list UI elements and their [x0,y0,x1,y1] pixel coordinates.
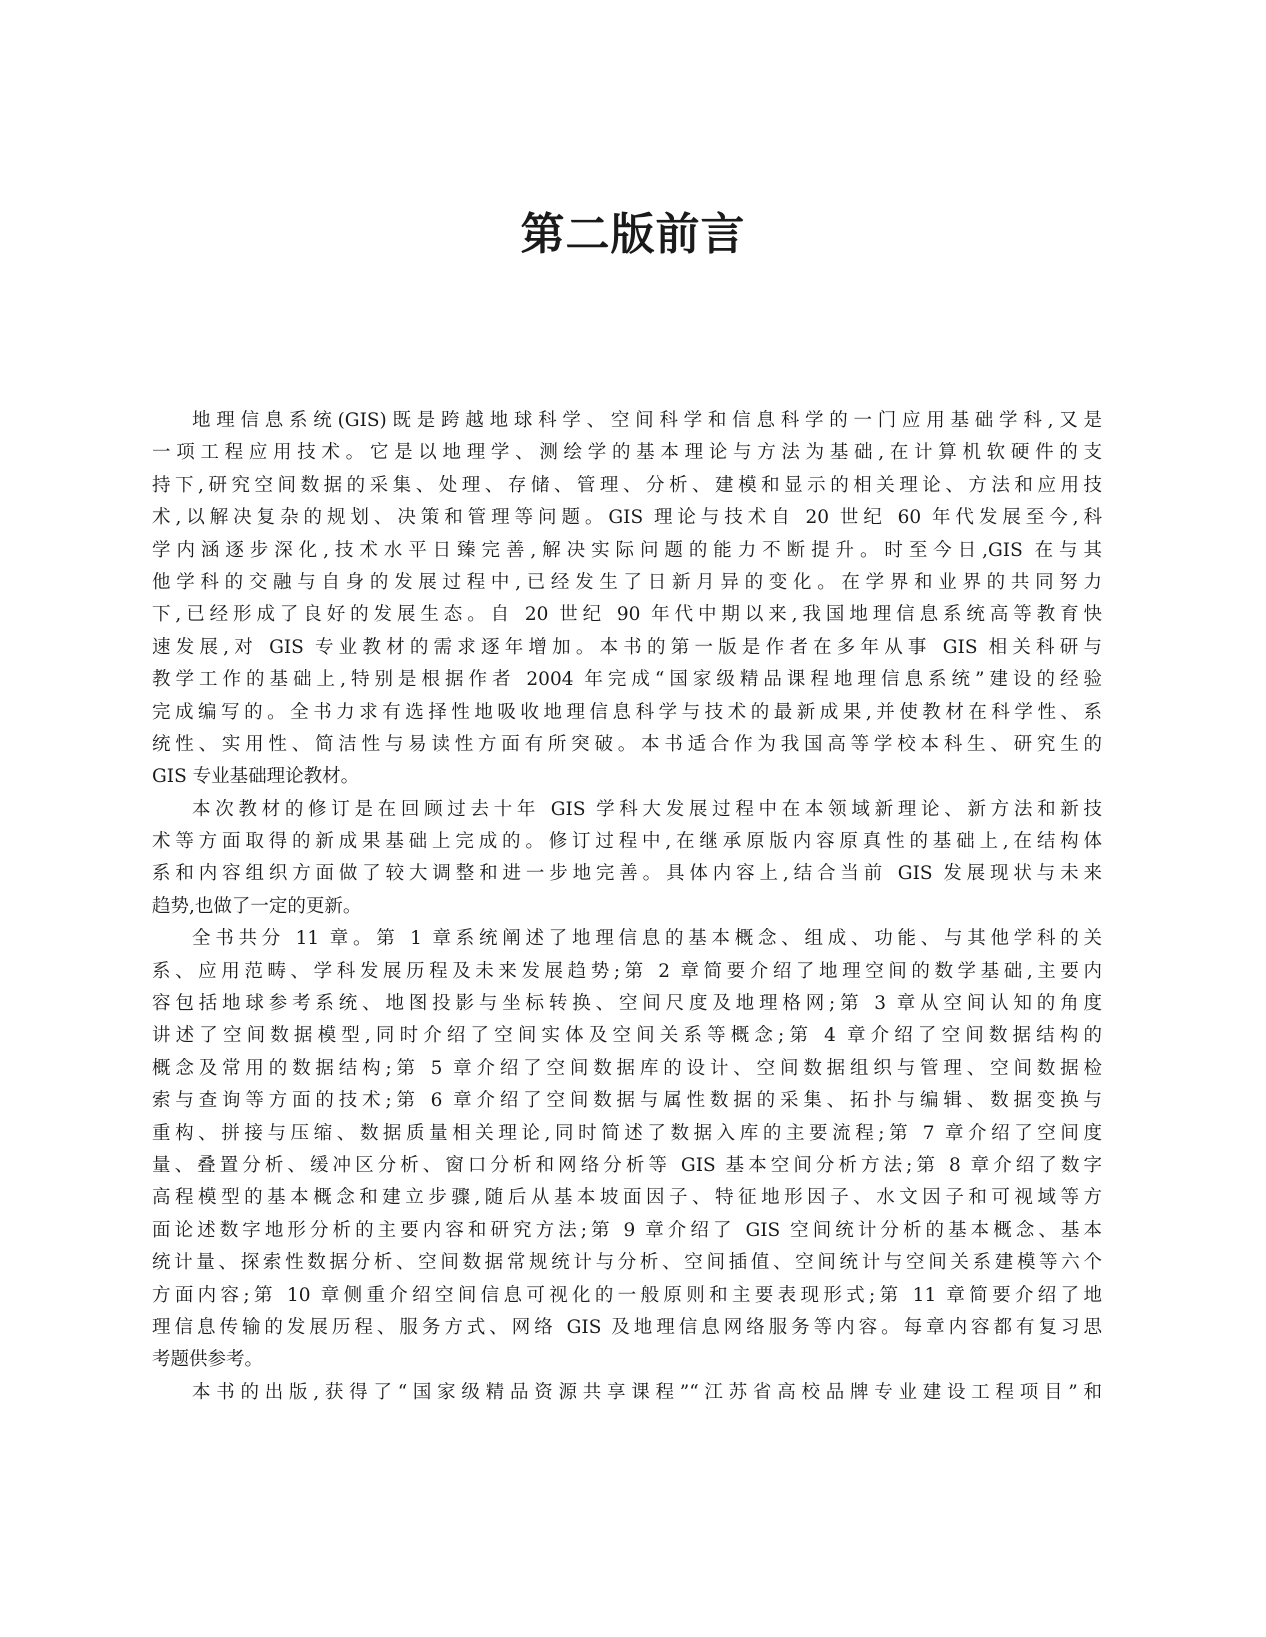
paragraph-chapters [152,923,1102,1376]
paragraph-acknowledgement [152,1377,1102,1409]
text-line: 系和内容组织方面做了较大调整和进一步地完善。具体内容上,结合当前 GIS 发展现状与未来 [152,863,1102,885]
text-line: 地理信息系统(GIS)既是跨越地球科学、空间科学和信息科学的一门应用基础学科,又是 [192,410,1102,431]
text-line: 量、叠置分析、缓冲区分析、窗口分析和网络分析等 GIS 基本空间分析方法;第 8 章介绍了数字 [152,1154,1102,1176]
preface-body [152,405,1102,1409]
text-line: 完成编写的。全书力求有选择性地吸收地理信息科学与技术的最新成果,并使教材在科学性、系 [152,701,1102,723]
text-line: 趋势,也做了一定的更新。 [152,895,362,917]
text-line: 他学科的交融与自身的发展过程中,已经发生了日新月异的变化。在学界和业界的共同努力 [152,571,1102,593]
text-line: 本书的出版,获得了“国家级精品资源共享课程”“江苏省高校品牌专业建设工程项目”和 [192,1381,1102,1403]
text-line: 考题供参考。 [152,1349,264,1371]
text-line: 术等方面取得的新成果基础上完成的。修订过程中,在继承原版内容原真性的基础上,在结构体 [152,831,1102,853]
text-line: 一项工程应用技术。它是以地理学、测绘学的基本理论与方法为基础,在计算机软硬件的支 [152,442,1102,464]
paragraph-revision [152,794,1102,924]
text-line: 容包括地球参考系统、地图投影与坐标转换、空间尺度及地理格网;第 3 章从空间认知的角度 [152,993,1102,1015]
text-line: 下,已经形成了良好的发展生态。自 20 世纪 90 年代中期以来,我国地理信息系统高等教育快 [152,604,1102,626]
text-line: 索与查询等方面的技术;第 6 章介绍了空间数据与属性数据的采集、拓扑与编辑、数据变换与 [152,1090,1102,1112]
text-line: 持下,研究空间数据的采集、处理、存储、管理、分析、建模和显示的相关理论、方法和应用技 [152,474,1102,496]
text-line: 统性、实用性、简洁性与易读性方面有所突破。本书适合作为我国高等学校本科生、研究生的 [152,733,1102,755]
text-line: 本次教材的修订是在回顾过去十年 GIS 学科大发展过程中在本领域新理论、新方法和新技 [192,798,1102,820]
text-line: 面论述数字地形分析的主要内容和研究方法;第 9 章介绍了 GIS 空间统计分析的基本概念、基本 [152,1219,1102,1241]
text-line: 讲述了空间数据模型,同时介绍了空间实体及空间关系等概念;第 4 章介绍了空间数据结构的 [152,1025,1102,1047]
text-line: 重构、拼接与压缩、数据质量相关理论,同时简述了数据入库的主要流程;第 7 章介绍了空间度 [152,1122,1102,1144]
page-title: 第二版前言 [520,209,746,260]
text-line: 概念及常用的数据结构;第 5 章介绍了空间数据库的设计、空间数据组织与管理、空间数据检 [152,1057,1102,1079]
text-line: 学内涵逐步深化,技术水平日臻完善,解决实际问题的能力不断提升。时至今日,GIS 在与其 [152,539,1102,561]
text-line: GIS 专业基础理论教材。 [152,766,360,788]
text-line: 高程模型的基本概念和建立步骤,随后从基本坡面因子、特征地形因子、水文因子和可视域等方 [152,1187,1102,1209]
text-line: 速发展,对 GIS 专业教材的需求逐年增加。本书的第一版是作者在多年从事 GIS 相关科研与 [152,636,1102,658]
text-line: 方面内容;第 10 章侧重介绍空间信息可视化的一般原则和主要表现形式;第 11 章简要介绍了地 [152,1284,1102,1306]
text-line: 统计量、探索性数据分析、空间数据常规统计与分析、空间插值、空间统计与空间关系建模等六个 [152,1252,1102,1274]
text-line: 教学工作的基础上,特别是根据作者 2004 年完成“国家级精品课程地理信息系统”建设的经验 [152,669,1102,691]
text-line: 系、应用范畴、学科发展历程及未来发展趋势;第 2 章简要介绍了地理空间的数学基础,主要内 [152,960,1102,982]
text-line: 全书共分 11 章。第 1 章系统阐述了地理信息的基本概念、组成、功能、与其他学科的关 [192,928,1102,950]
text-line: 术,以解决复杂的规划、决策和管理等问题。GIS 理论与技术自 20 世纪 60 年代发展至今,科 [152,507,1102,529]
paragraph-intro [152,405,1102,794]
text-line: 理信息传输的发展历程、服务方式、网络 GIS 及地理信息网络服务等内容。每章内容都有复习思 [152,1316,1102,1338]
